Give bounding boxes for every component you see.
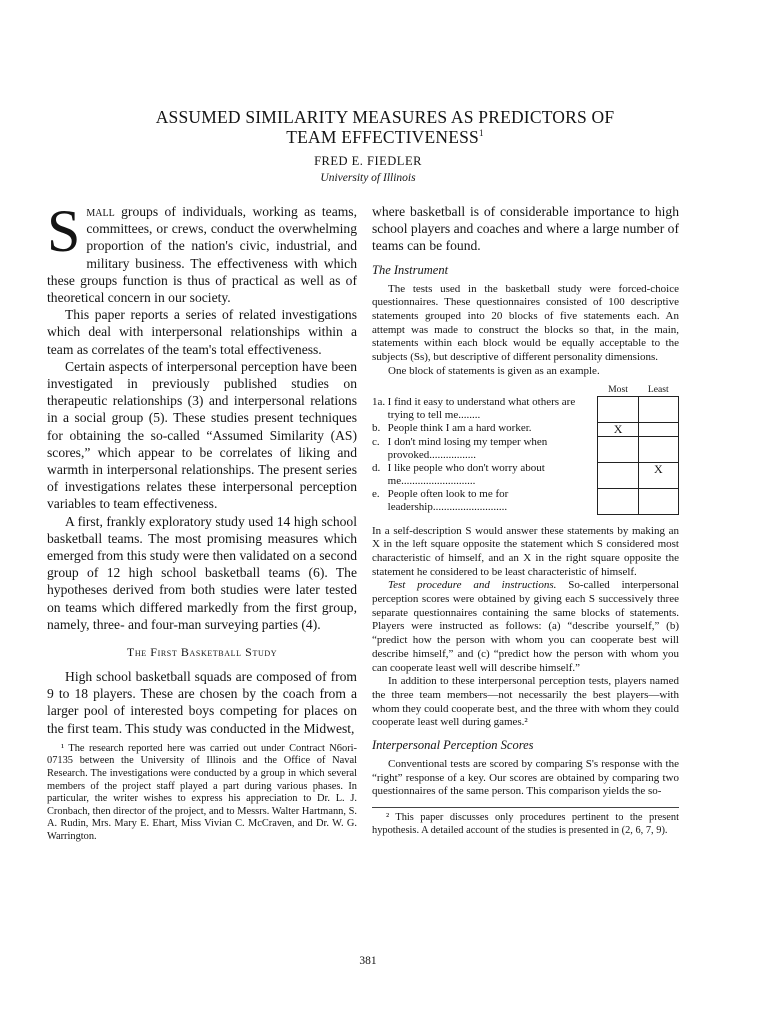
- row-label: b.: [372, 422, 381, 435]
- intro-paragraph: [47, 198, 357, 306]
- column-most: Most: [608, 383, 628, 395]
- title-footnote-mark: 1: [479, 128, 484, 139]
- run-in-heading: Test procedure and instructions.: [388, 579, 557, 592]
- most-box: [598, 462, 638, 488]
- right-paragraph-4: In a self-description S would answer these statements by making an X in the left square opposite the statement which S considered most characteristic of himself, and an X in the right square opposite the statement he considered to be least characteristic of himself.: [372, 524, 679, 578]
- section-heading: The First Basketball Study: [126, 645, 278, 660]
- example-block-table: [372, 383, 679, 515]
- subheading-instrument: The Instrument: [372, 262, 449, 277]
- paragraph-5: High school basketball squads are composed of from 9 to 18 players. These are chosen by the coach from a larger pool of interested boys competing for places on the first team. This study was conducted in the Midwest,: [47, 669, 357, 736]
- most-box: [598, 436, 638, 462]
- row-statement: People often look to me for leadership...........................: [387, 488, 509, 514]
- author-name: FRED E. FIEDLER: [314, 154, 422, 168]
- run-in-text: So-called interpersonal perception scores were obtained by giving each S successively three separate questionnaires containing the same blocks of statements. Players were instructed as follows: (a) “describe yourself,” (b) “predict how the person with whom you can cooperate best will describe himself,” and (c) “predict how the person with whom you can cooperate least well will describe himself.”: [372, 579, 679, 674]
- right-column: [372, 203, 679, 837]
- row-label: c.: [372, 436, 380, 449]
- table-row: [372, 462, 679, 488]
- table-row: [372, 488, 679, 514]
- intro-text: groups of individuals, working as teams, committees, or crews, conduct the overwhelming proportion of the nation's civic, industrial, and military business. The effectiveness with which these groups function is thus of practical as well as of theoretical concern in our society.: [47, 204, 357, 306]
- least-box: [638, 436, 678, 462]
- footnote-1: ¹ The research reported here was carried out under Contract N6ori-07135 between the University of Illinois and the Office of Naval Research. The investigations were conducted by a group in which several members of the project staff played a part during various phases. In particular, the writer wishes to express his appreciation to Dr. L. J. Cronbach, then director of the project, and to Messrs. Walter Hartmann, S. A. Rudin, Mrs. Mary E. Ehart, Miss Vivian C. McCraven, and Dr. W. G. Warrington.: [47, 742, 357, 843]
- footnote-divider: [372, 807, 679, 808]
- left-column: [47, 198, 357, 844]
- footnote-2: ² This paper discusses only procedures pertinent to the present hypothesis. A detailed account of the studies is presented in (2, 6, 7, 9).: [372, 812, 679, 836]
- most-box: X: [598, 422, 638, 436]
- least-box: [638, 396, 678, 422]
- most-box: [598, 488, 638, 514]
- least-box: [638, 488, 678, 514]
- right-paragraph-7: Conventional tests are scored by comparing S's response with the “right” response of a key. Our scores are obtained by comparing two questionnaires of the same person. This comparison yields the so-: [372, 758, 679, 798]
- right-paragraph-6: In addition to these interpersonal perception tests, players named the three team members—not necessarily the best players—with whom they could cooperate best, and the three with whom they could cooperate least well during games.²: [372, 675, 679, 729]
- least-box: [638, 422, 678, 436]
- subheading-scores: Interpersonal Perception Scores: [372, 738, 534, 753]
- paragraph-3: Certain aspects of interpersonal perception have been investigated in previously published studies on therapeutic relationships (3) and interpersonal relations in a social group (5). These studies present techniques for obtaining the so-called “Assumed Similarity (AS) scores,” which appear to be correlates of liking and warmth in interpersonal relationships. The present series of investigations relates these interpersonal perception variables to team effectiveness.: [47, 358, 357, 512]
- right-paragraph-1: where basketball is of considerable importance to high school players and coaches and where a large number of teams can be found.: [372, 204, 679, 254]
- title-line-1: ASSUMED SIMILARITY MEASURES AS PREDICTORS OF: [155, 107, 615, 127]
- column-least: Least: [647, 383, 669, 395]
- row-statement: I don't mind losing my temper when provoked.................: [387, 436, 548, 462]
- row-label: d.: [372, 462, 381, 475]
- page-number: 381: [359, 955, 377, 967]
- paragraph-2: This paper reports a series of related investigations which deal with interpersonal relationships within a team as correlates of the team's total effectiveness.: [47, 307, 357, 357]
- author-affiliation: University of Illinois: [320, 172, 416, 184]
- right-paragraph-3: One block of statements is given as an example.: [388, 364, 600, 377]
- paragraph-4: A first, frankly exploratory study used 14 high school basketball teams. The most promising measures which emerged from this study were then validated on a second group of 12 high school basketball teams (6). The hypotheses derived from both studies were later tested on teams which differed markedly from the first group, namely, three- and four-man surveying parties (4).: [47, 513, 357, 632]
- row-label: 1a.: [372, 396, 386, 409]
- intro-smallcaps: mall: [86, 204, 115, 219]
- row-statement: I find it easy to understand what others are trying to tell me........: [387, 396, 576, 422]
- drop-cap: S: [47, 198, 81, 264]
- most-box: [598, 396, 638, 422]
- row-label: e.: [372, 488, 380, 501]
- right-paragraph-5: [372, 579, 679, 675]
- right-paragraph-2: The tests used in the basketball study were forced-choice questionnaires. These questionnaires consisted of 100 descriptive statements grouped into 20 blocks of five statements each. An attempt was made to construct the blocks so that, in the main, statements within each block would be equally acceptable to the subjects (Ss), but descriptive of different personality dimensions.: [372, 282, 679, 364]
- row-statement: I like people who don't worry about me...........................: [387, 462, 545, 488]
- table-row: [372, 422, 679, 436]
- title-line-2: TEAM EFFECTIVENESS: [286, 127, 479, 147]
- table-row: [372, 396, 679, 422]
- row-statement: People think I am a hard worker.: [387, 422, 532, 435]
- least-box: X: [638, 462, 678, 488]
- article-title: [60, 107, 710, 147]
- table-row: [372, 436, 679, 462]
